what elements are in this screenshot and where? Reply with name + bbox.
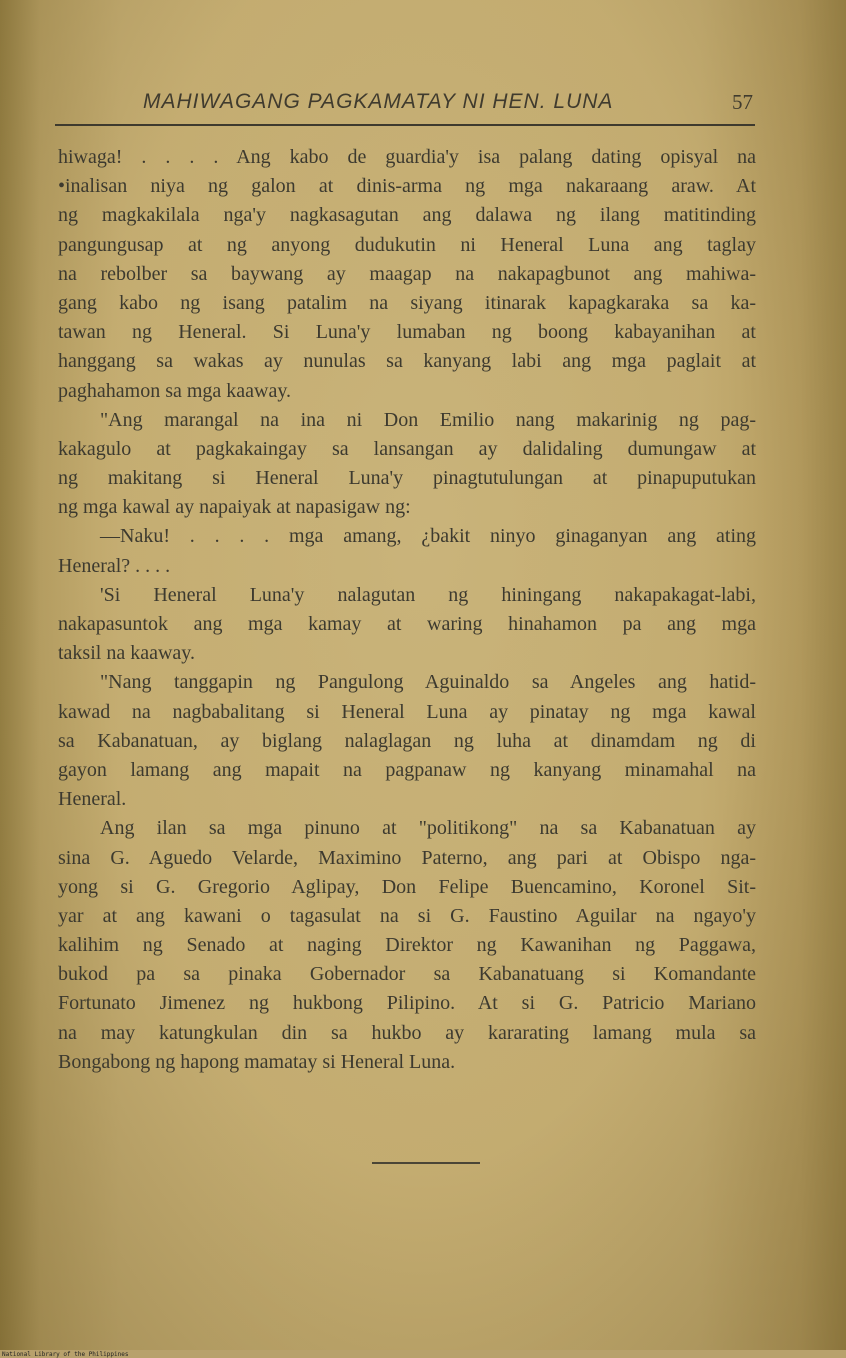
text-line: bukod pa sa pinaka Gobernador sa Kabanatuang si Komandante bbox=[58, 963, 756, 986]
text-line: na may katungkulan din sa hukbo ay kararating lamang mula sa bbox=[58, 1021, 756, 1044]
running-title: MAHIWAGANG PAGKAMATAY NI HEN. LUNA bbox=[143, 90, 614, 113]
text-line: sa Kabanatuan, ay biglang nalaglagan ng luha at dinamdam ng di bbox=[58, 729, 756, 752]
footer-credit: National Library of the Philippines bbox=[2, 1351, 129, 1358]
text-line: Ang ilan sa mga pinuno at "politikong" na sa Kabanatuan ay bbox=[100, 817, 756, 840]
text-line: "Nang tanggapin ng Pangulong Aguinaldo sa Angeles ang hatid- bbox=[100, 671, 756, 694]
text-line: Fortunato Jimenez ng hukbong Pilipino. At si G. Patricio Mariano bbox=[58, 992, 756, 1015]
body-text bbox=[58, 143, 756, 1077]
text-line: yong si G. Gregorio Aglipay, Don Felipe Buencamino, Koronel Sit- bbox=[58, 875, 756, 898]
text-line: ng mga kawal ay napaiyak at napasigaw ng: bbox=[58, 496, 411, 519]
text-line: kakagulo at pagkakaingay sa lansangan ay dalidaling dumungaw at bbox=[58, 437, 756, 460]
text-line: gayon lamang ang mapait na pagpanaw ng kanyang minamahal na bbox=[58, 758, 756, 781]
text-line: 'Si Heneral Luna'y nalagutan ng hiningang nakapakagat-labi, bbox=[100, 583, 756, 606]
text-line: na rebolber sa baywang ay maagap na nakapagbunot ang mahiwa- bbox=[58, 262, 756, 285]
text-line: taksil na kaaway. bbox=[58, 642, 195, 665]
text-line: ng magkakilala nga'y nagkasagutan ang dalawa ng ilang matitinding bbox=[58, 204, 756, 227]
text-line: —Naku! . . . . mga amang, ¿bakit ninyo ginaganyan ang ating bbox=[100, 525, 756, 548]
text-line: Heneral. bbox=[58, 788, 127, 811]
text-line: •inalisan niya ng galon at dinis-arma ng mga nakaraang araw. At bbox=[58, 175, 756, 198]
page-header bbox=[55, 84, 755, 126]
text-line: Bongabong ng hapong mamatay si Heneral Luna. bbox=[58, 1050, 456, 1073]
text-line: kalihim ng Senado at naging Direktor ng Kawanihan ng Paggawa, bbox=[58, 934, 756, 957]
text-line: nakapasuntok ang mga kamay at waring hinahamon pa ang mga bbox=[58, 613, 756, 635]
text-line: hanggang sa wakas ay nunulas sa kanyang labi ang mga paglait at bbox=[58, 350, 756, 373]
text-line: yar at ang kawani o tagasulat na si G. Faustino Aguilar na ngayo'y bbox=[58, 904, 756, 927]
page-number: 57 bbox=[732, 90, 753, 114]
text-line: ng makitang si Heneral Luna'y pinagtutulungan at pinapuputukan bbox=[58, 467, 756, 490]
text-line: "Ang marangal na ina ni Don Emilio nang makarinig ng pag- bbox=[100, 408, 756, 431]
text-line: Heneral? . . . . bbox=[58, 554, 171, 577]
text-line: paghahamon sa mga kaaway. bbox=[58, 379, 292, 402]
text-line: sina G. Aguedo Velarde, Maximino Paterno, ang pari at Obispo nga- bbox=[58, 846, 756, 869]
text-line: tawan ng Heneral. Si Luna'y lumaban ng boong kabayanihan at bbox=[58, 321, 756, 344]
text-line: pangungusap at ng anyong dudukutin ni Heneral Luna ang taglay bbox=[58, 233, 756, 256]
text-line: gang kabo ng isang patalim na siyang itinarak kapagkaraka sa ka- bbox=[58, 291, 756, 314]
text-line: kawad na nagbabalitang si Heneral Luna ay pinatay ng mga kawal bbox=[58, 700, 756, 723]
text-line: hiwaga! . . . . Ang kabo de guardia'y isa palang dating opisyal na bbox=[58, 146, 756, 168]
section-divider bbox=[372, 1162, 480, 1164]
